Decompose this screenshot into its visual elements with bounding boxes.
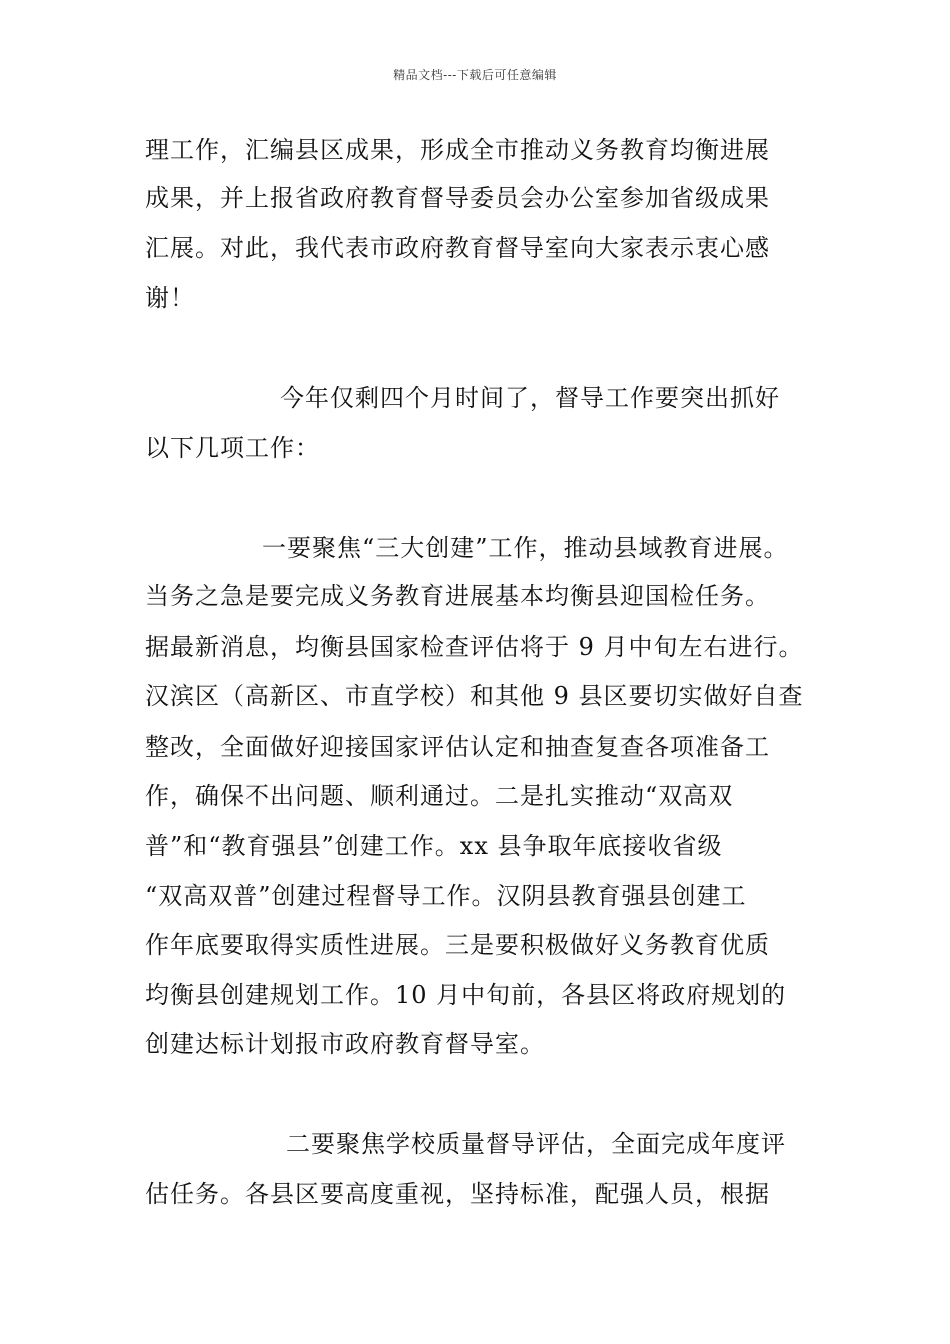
paragraph-3-line-2: 当务之急是要完成义务教育进展基本均衡县迎国检任务。 [145,582,770,610]
paragraph-3-line-4: 汉滨区（高新区、市直学校）和其他 9 县区要切实做好自查 [145,682,804,710]
paragraph-3-line-7: 普”和“教育强县”创建工作。xx 县争取年底接收省级 [145,832,723,860]
paragraph-3-line-6: 作，确保不出问题、顺利通过。二是扎实推动“双高双 [145,782,734,810]
paragraph-3-line-10: 均衡县创建规划工作。10 月中旬前，各县区将政府规划的 [145,981,787,1009]
paragraph-3-line-3: 据最新消息，均衡县国家检查评估将于 9 月中旬左右进行。 [145,633,804,661]
page-header: 精品文档---下载后可任意编辑 [393,68,557,82]
paragraph-1-line-3: 汇展。对此，我代表市政府教育督导室向大家表示衷心感 [145,234,770,262]
paragraph-3-line-11: 创建达标计划报市政府教育督导室。 [145,1030,545,1058]
paragraph-2-line-2: 以下几项工作： [145,434,320,462]
paragraph-3-line-8: “双高双普”创建过程督导工作。汉阴县教育强县创建工 [145,882,747,910]
paragraph-1-line-4: 谢！ [145,284,195,312]
paragraph-3-line-1: 一要聚焦“三大创建”工作，推动县域教育进展。 [262,534,789,562]
paragraph-4-line-2: 估任务。各县区要高度重视，坚持标准，配强人员，根据 [145,1180,770,1208]
paragraph-4-line-1: 二要聚焦学校质量督导评估，全面完成年度评 [286,1130,786,1158]
paragraph-3-line-9: 作年底要取得实质性进展。三是要积极做好义务教育优质 [145,931,770,959]
paragraph-1-line-2: 成果，并上报省政府教育督导委员会办公室参加省级成果 [145,184,770,212]
paragraph-1-line-1: 理工作，汇编县区成果，形成全市推动义务教育均衡进展 [145,136,770,164]
paragraph-3-line-5: 整改，全面做好迎接国家评估认定和抽查复查各项准备工 [145,733,770,761]
paragraph-2-line-1: 今年仅剩四个月时间了，督导工作要突出抓好 [280,384,780,412]
